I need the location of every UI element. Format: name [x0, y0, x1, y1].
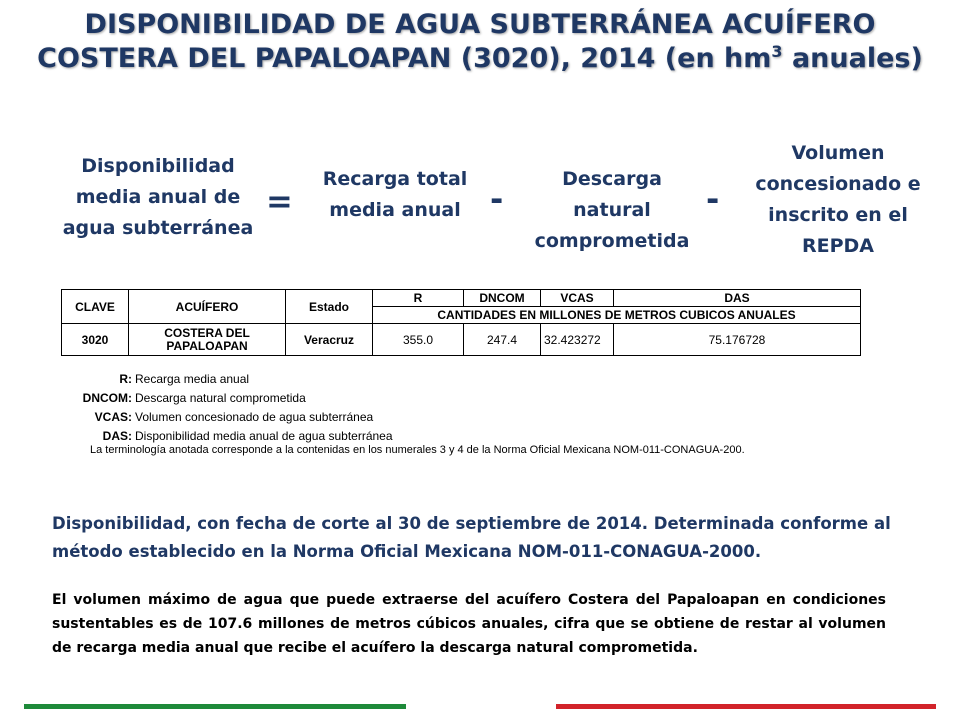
legend-item [60, 370, 393, 389]
equation-equals: = [266, 182, 293, 220]
title-line-2-text: COSTERA DEL PAPALOAPAN (3020), 2014 (en hm [37, 43, 772, 74]
table-header-row [62, 290, 861, 307]
table-row [62, 324, 861, 356]
header-vcas: VCAS [541, 290, 614, 307]
legend-key: DAS: [102, 429, 132, 443]
equation-minus-2: - [706, 180, 720, 218]
title-line-1: DISPONIBILIDAD DE AGUA SUBTERRÁNEA ACUÍFERO [84, 9, 876, 40]
cell-vcas: 32.423272 [541, 324, 614, 356]
legend-item [60, 389, 393, 408]
legend-value: Volumen concesionado de agua subterránea [135, 410, 374, 424]
title-superscript: 3 [771, 42, 783, 61]
cell-acuifero: COSTERA DEL PAPALOAPAN [129, 324, 286, 356]
table-legend [60, 370, 393, 446]
legend-value: Disponibilidad media anual de agua subterránea [135, 429, 393, 443]
header-r: R [373, 290, 464, 307]
legend-value: Recarga media anual [135, 372, 250, 386]
title-line-2 [0, 42, 960, 76]
header-units: CANTIDADES EN MILLONES DE METROS CUBICOS ANUALES [373, 307, 861, 324]
header-das: DAS [614, 290, 861, 307]
availability-statement: Disponibilidad, con fecha de corte al 30 de septiembre de 2014. Determinada conforme al método establecido en la Norma Oficial Mexicana NOM-011-CONAGUA-2000. [52, 514, 891, 561]
cell-dncom: 247.4 [464, 324, 541, 356]
equation-term-concession: Volumen concesionado e inscrito en el REPDA [755, 142, 921, 257]
title-line-2-end: anuales) [782, 43, 923, 74]
header-estado: Estado [286, 290, 373, 324]
availability-table [61, 289, 861, 356]
legend-key: DNCOM: [82, 391, 132, 405]
page-title [0, 8, 960, 76]
legend-key: VCAS: [94, 410, 132, 424]
equation-term-availability: Disponibilidad media anual de agua subterránea [62, 155, 254, 239]
cell-das: 75.176728 [614, 324, 861, 356]
equation-term-discharge: Descarga natural comprometida [534, 168, 690, 252]
terminology-note: La terminología anotada corresponde a la contenidas en los numerales 3 y 4 de la Norma Oficial Mexicana NOM-011-CONAGUA-200. [90, 444, 745, 456]
cell-r: 355.0 [373, 324, 464, 356]
footer-bar-green [24, 704, 406, 709]
description-paragraph: El volumen máximo de agua que puede extraerse del acuífero Costera del Papaloapan en condiciones sustentables es de 107.6 millones de metros cúbicos anuales, cifra que se obtiene de restar al volumen de recarga media anual que recibe el acuífero la descarga natural comprometida. [52, 592, 886, 656]
footer-bar-white [406, 704, 556, 709]
equation-term-recharge: Recarga total media anual [322, 168, 468, 221]
header-clave: CLAVE [62, 290, 129, 324]
cell-clave: 3020 [62, 324, 129, 356]
legend-key: R: [119, 372, 132, 386]
equation-minus-1: - [490, 180, 504, 218]
legend-value: Descarga natural comprometida [135, 391, 306, 405]
footer-bar-red [556, 704, 936, 709]
legend-item [60, 408, 393, 427]
cell-estado: Veracruz [286, 324, 373, 356]
header-dncom: DNCOM [464, 290, 541, 307]
header-acuifero: ACUÍFERO [129, 290, 286, 324]
